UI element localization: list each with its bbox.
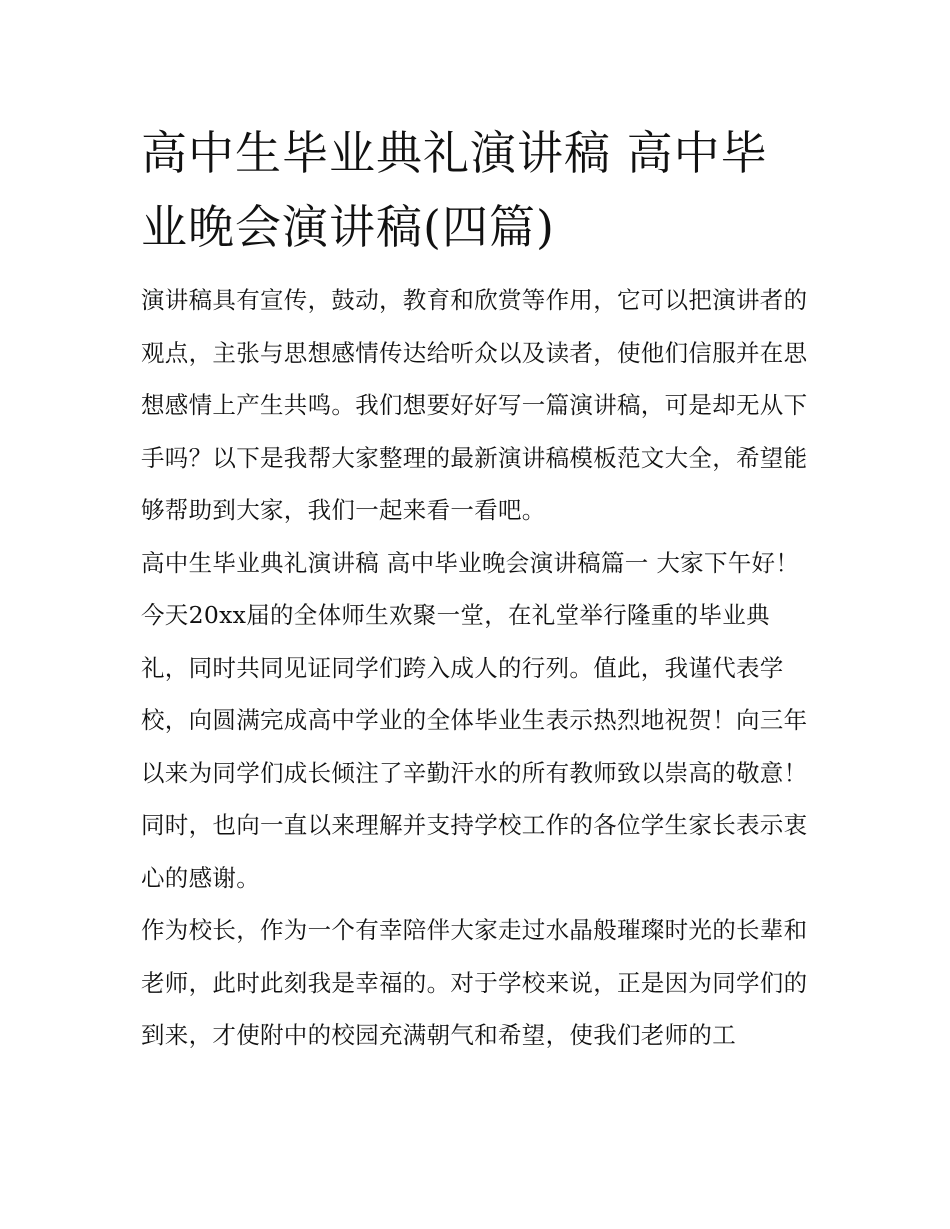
document-title: 高中生毕业典礼演讲稿 高中毕业晚会演讲稿(四篇) [141,126,768,254]
document-page [141,116,813,1062]
paragraph-welcome: 今天20xx届的全体师生欢聚一堂，在礼堂举行隆重的毕业典礼，同时共同见证同学们跨入成人的行列。值此，我谨代表学校，向圆满完成高中学业的全体毕业生表示热烈地祝贺！向三年以来为同学们成长倾注了辛勤汗水的所有教师致以崇高的敬意！同时，也向一直以来理解并支持学校工作的各位学生家长表示衷心的感谢。 [141,601,808,892]
paragraph-greeting: 高中生毕业典礼演讲稿 高中毕业晚会演讲稿篇一 大家下午好！ [141,548,800,577]
paragraph-intro: 演讲稿具有宣传，鼓动，教育和欣赏等作用，它可以把演讲者的观点，主张与思想感情传达给听众以及读者，使他们信服并在思想感情上产生共鸣。我们想要好好写一篇演讲稿，可是却无从下手吗？以下是我帮大家整理的最新演讲稿模板范文大全，希望能够帮助到大家，我们一起来看一看吧。 [141,286,808,524]
paragraph-principal: 作为校长，作为一个有幸陪伴大家走过水晶般璀璨时光的长辈和老师，此时此刻我是幸福的。对于学校来说，正是因为同学们的到来，才使附中的校园充满朝气和希望，使我们老师的工 [141,916,808,1049]
